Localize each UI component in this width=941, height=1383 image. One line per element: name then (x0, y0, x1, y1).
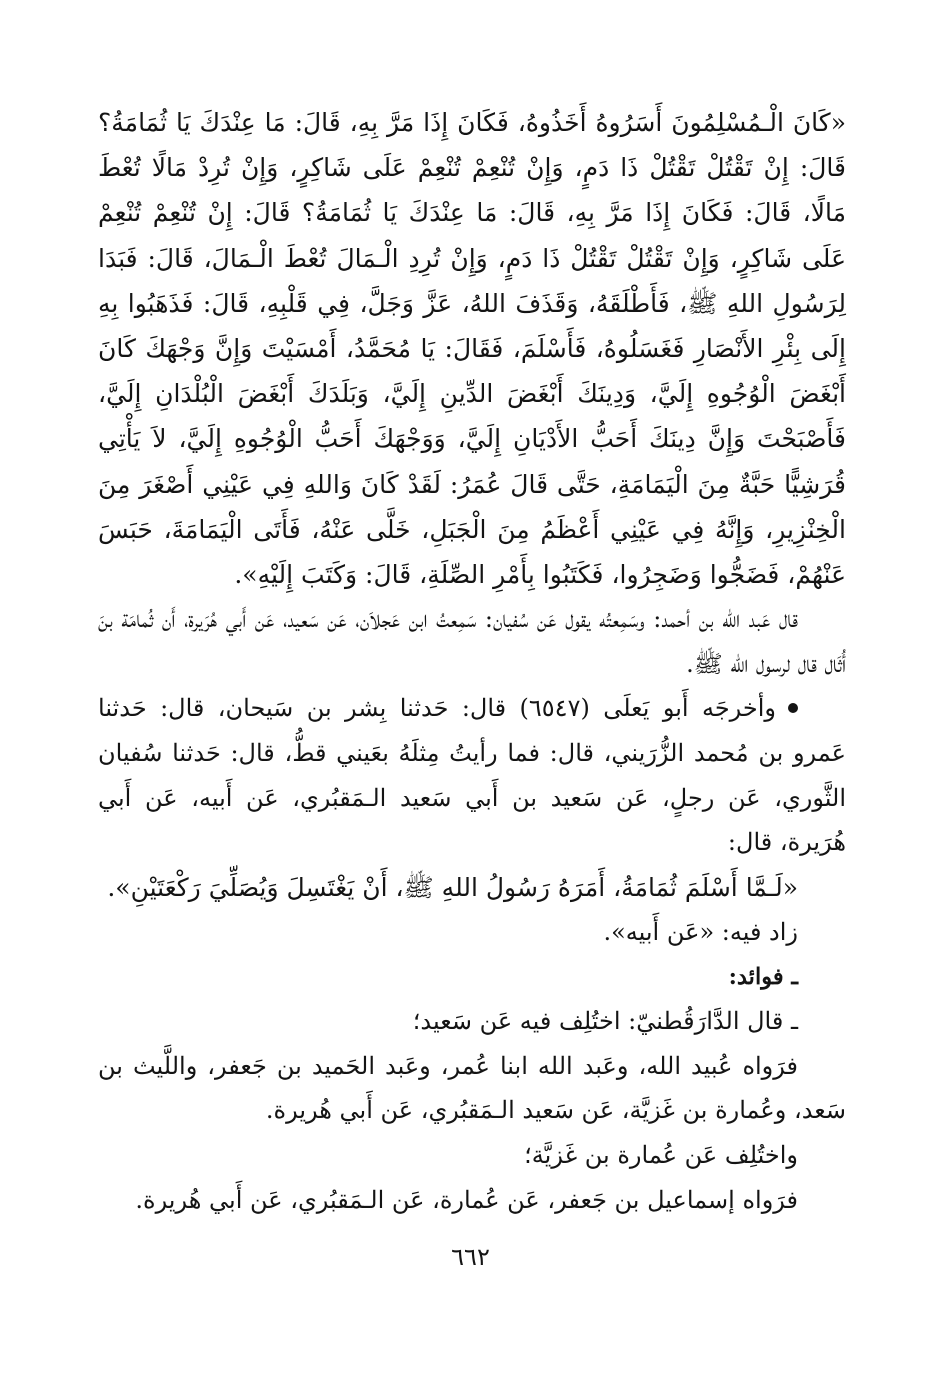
daraqutni-note: ـ قال الدَّارَقُطنيّ: اختُلِف فيه عَن سَعيد؛ (412, 1007, 798, 1036)
disagreement-note: واختُلِف عَن عُمارة بن غَزيَّة؛ (524, 1140, 798, 1169)
bullet-icon (788, 703, 798, 713)
bulleted-paragraph-text: وأخرجَه أَبو يَعلَى (٦٥٤٧) قال: حَدثنا بِشر بن سَيحان، قال: حَدثنا عَمرو بن مُحمد الزُّرَيني، قال: فما رأيتُ مِثلَهُ بعَيني قطُّ، قال: حَدثنا سُفيان الثَّوري، عَن رجلٍ، عَن سَعيد بن أَبي سَعيد الـمَقبُري، عَن أَبيه، عَن أَبي هُرَيرة، قال: (98, 694, 846, 857)
ismail-narration-paragraph: فرَواه إسماعيل بن جَعفر، عَن عُمارة، عَن الـمَقبُري، عَن أَبي هُريرة. (135, 1185, 798, 1214)
bulleted-paragraph (98, 686, 846, 864)
short-hadith-paragraph: «لَـمَّا أَسْلَمَ ثُمَامَةُ، أَمَرَهُ رَسُولُ اللهِ ﷺ، أَنْ يَغْتَسِلَ وَيُصَلِّيَ رَكْعَتَيْنِ». (107, 872, 798, 902)
narration-chain-paragraph: قال عَبد الله بن أحمد: وسَمِعتُه يقول عَن سُفيان: سَمِعتُ ابن عَجلاَن، عَن سَعيد، عَن أَبي هُرَيرة، أَن ثُمامَة بنَ أُثَال قال لرسول الله ﷺ. (98, 605, 846, 678)
hadith-text-paragraph: «كَانَ الْـمُسْلِمُونَ أَسَرُوهُ أَخَذُوهُ، فَكَانَ إِذَا مَرَّ بِهِ، قَالَ: مَا عِنْدَكَ يَا ثُمَامَةُ؟ قَالَ: إِنْ تَقْتُلْ تَقْتُلْ ذَا دَمٍ، وَإِنْ تُنْعِمْ تُنْعِمْ عَلَى شَاكِرٍ، وَإِنْ تُرِدْ مَالًا تُعْطَ مَالًا، قَالَ: فَكَانَ إِذَا مَرَّ بِهِ، قَالَ: مَا عِنْدَكَ يَا ثُمَامَةُ؟ قَالَ: إِنْ تُنْعِمْ تُنْعِمْ عَلَى شَاكِرٍ، وَإِنْ تَقْتُلْ تَقْتُلْ ذَا دَمٍ، وَإِنْ تُرِدِ الْـمَالَ تُعْطَ الْـمَالَ، قَالَ: فَبَدَا لِرَسُولِ اللهِ ﷺ، فَأَطْلَقَهُ، وَقَذَفَ اللهُ، عَزَّ وَجَلَّ، فِي قَلْبِهِ، قَالَ: فَذَهَبُوا بِهِ إِلَى بِئْرِ الأَنْصَارِ فَغَسَلُوهُ، فَأَسْلَمَ، فَقَالَ: يَا مُحَمَّدُ، أَمْسَيْتَ وَإِنَّ وَجْهَكَ كَانَ أَبْغَضَ الْوُجُوهِ إِلَيَّ، وَدِينَكَ أَبْغَضَ الدِّينِ إِلَيَّ، وَبَلَدَكَ أَبْغَضَ الْبُلْدَانِ إِلَيَّ، فَأَصْبَحْتَ وَإِنَّ دِينَكَ أَحَبُّ الأَدْيَانِ إِلَيَّ، وَوَجْهَكَ أَحَبُّ الْوُجُوهِ إِلَيَّ، لاَ يَأْتِي قُرَشِيًّا حَبَّةٌ مِنَ الْيَمَامَةِ، حَتَّى قَالَ عُمَرُ: لَقَدْ كَانَ وَاللهِ فِي عَيْنِي أَصْغَرَ مِنَ الْخِنْزِيرِ، وَإِنَّهُ فِي عَيْنِي أَعْظَمُ مِنَ الْجَبَلِ، خَلَّى عَنْهُ، فَأَتَى الْيَمَامَةَ، حَبَسَ عَنْهُمْ، فَضَجُّوا وَضَجِرُوا، فَكَتَبُوا بِأَمْرِ الصِّلَةِ، قَالَ: وَكَتَبَ إِلَيْهِ». (98, 108, 846, 590)
body-text (98, 100, 846, 1222)
benefits-heading: ـ فوائد: (728, 963, 798, 990)
addition-note: زاد فيه: «عَن أَبيه». (603, 918, 798, 946)
narrators-list-paragraph: فرَواه عُبيد الله، وعَبد الله ابنا عُمر، وعَبد الحَميد بن جَعفر، واللَّيث بن سَعد، وعُمارة بن غَزيَّة، عَن سَعيد الـمَقبُري، عَن أَبي هُريرة. (98, 1051, 846, 1125)
page-number: ٦٦٢ (451, 1243, 490, 1271)
